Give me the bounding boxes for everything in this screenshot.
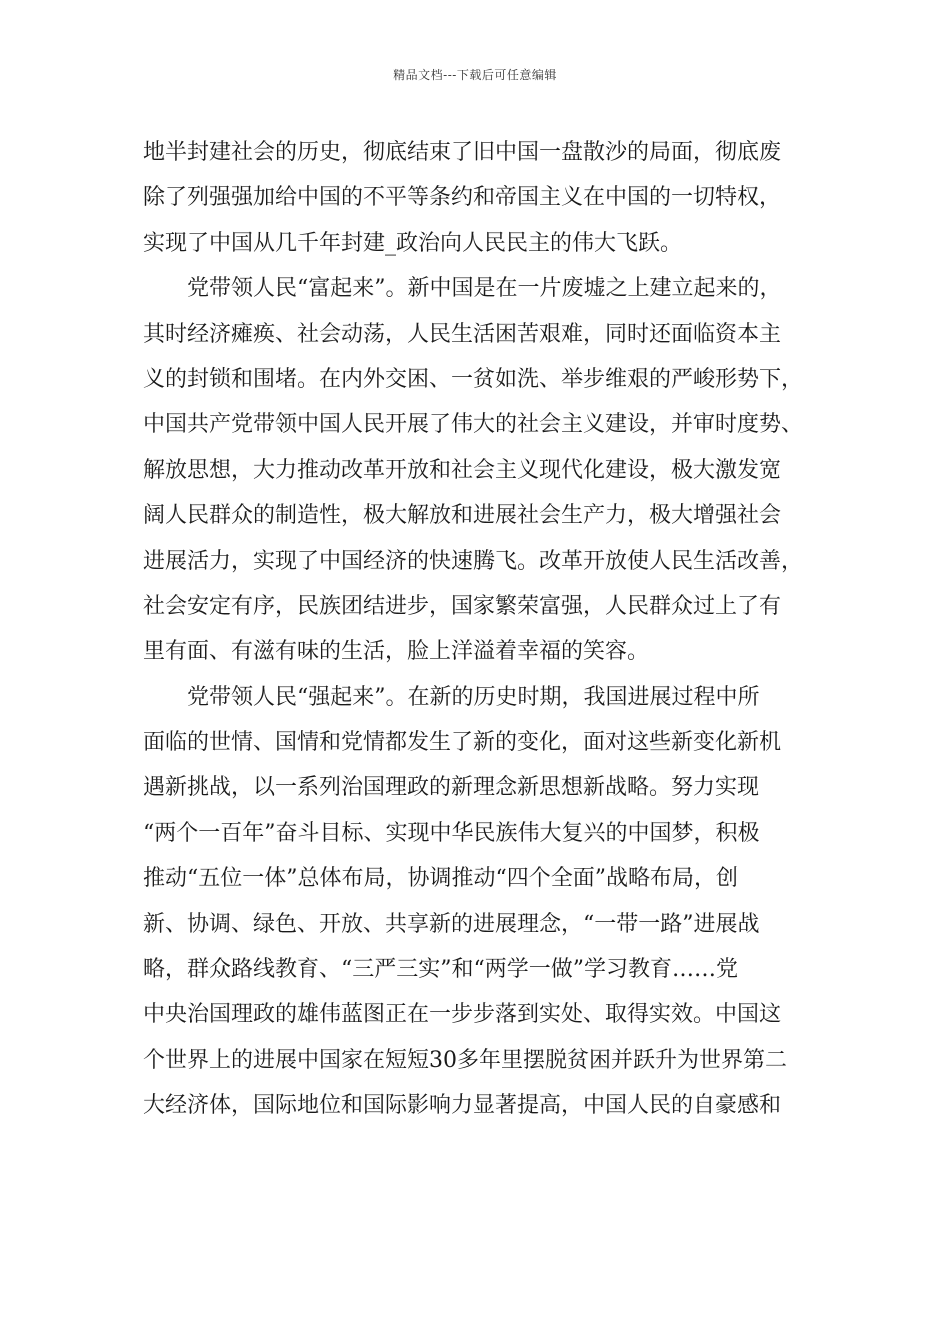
text-line: 推动“五位一体”总体布局，协调推动“四个全面”战略布局，创 <box>143 866 738 892</box>
text-line: 党带领人民“富起来”。新中国是在一片废墟之上建立起来的， <box>187 276 782 302</box>
text-line: 地半封建社会的历史，彻底结束了旧中国一盘散沙的局面，彻底废 <box>143 140 782 165</box>
text-line: 新、协调、绿色、开放、共享新的进展理念，“一带一路”进展战 <box>143 911 760 937</box>
text-line: 略，群众路线教育、“三严三实”和“两学一做”学习教育……党 <box>143 957 738 983</box>
text-line: 进展活力，实现了中国经济的快速腾飞。改革开放使人民生活改善， <box>143 548 804 574</box>
text-line: 里有面、有滋有味的生活，脸上洋溢着幸福的笑容。 <box>143 639 650 665</box>
page-header: 精品文档---下载后可任意编辑 <box>393 68 557 82</box>
text-line: 中央治国理政的雄伟蓝图正在一步步落到实处、取得实效。中国这 <box>143 1002 782 1028</box>
text-line: 解放思想，大力推动改革开放和社会主义现代化建设，极大激发宽 <box>143 457 782 483</box>
text-line: 党带领人民“强起来”。在新的历史时期，我国进展过程中所 <box>187 684 760 710</box>
text-line: 面临的世情、国情和党情都发生了新的变化，面对这些新变化新机 <box>143 730 782 756</box>
text-line: 大经济体，国际地位和国际影响力显著提高，中国人民的自豪感和 <box>143 1093 782 1119</box>
text-line: 阔人民群众的制造性，极大解放和进展社会生产力，极大增强社会 <box>143 503 782 529</box>
text-line: “两个一百年”奋斗目标、实现中华民族伟大复兴的中国梦，积极 <box>143 820 760 846</box>
text-line: 遇新挑战，以一系列治国理政的新理念新思想新战略。努力实现 <box>143 775 760 801</box>
text-line: 义的封锁和围堵。在内外交困、一贫如洗、举步维艰的严峻形势下， <box>143 366 804 392</box>
text-line: 个世界上的进展中国家在短短30多年里摆脱贫困并跃升为世界第二 <box>143 1047 787 1073</box>
text-line: 社会安定有序，民族团结进步，国家繁荣富强，人民群众过上了有 <box>143 593 782 619</box>
text-line: 中国共产党带领中国人民开展了伟大的社会主义建设，并审时度势、 <box>143 412 804 438</box>
text-line: 除了列强强加给中国的不平等条约和帝国主义在中国的一切特权， <box>143 185 782 211</box>
text-line: 其时经济瘫痪、社会动荡，人民生活困苦艰难，同时还面临资本主 <box>143 321 782 347</box>
body-text <box>143 130 823 1129</box>
text-line: 实现了中国从几千年封建_政治向人民民主的伟大飞跃。 <box>143 230 683 256</box>
